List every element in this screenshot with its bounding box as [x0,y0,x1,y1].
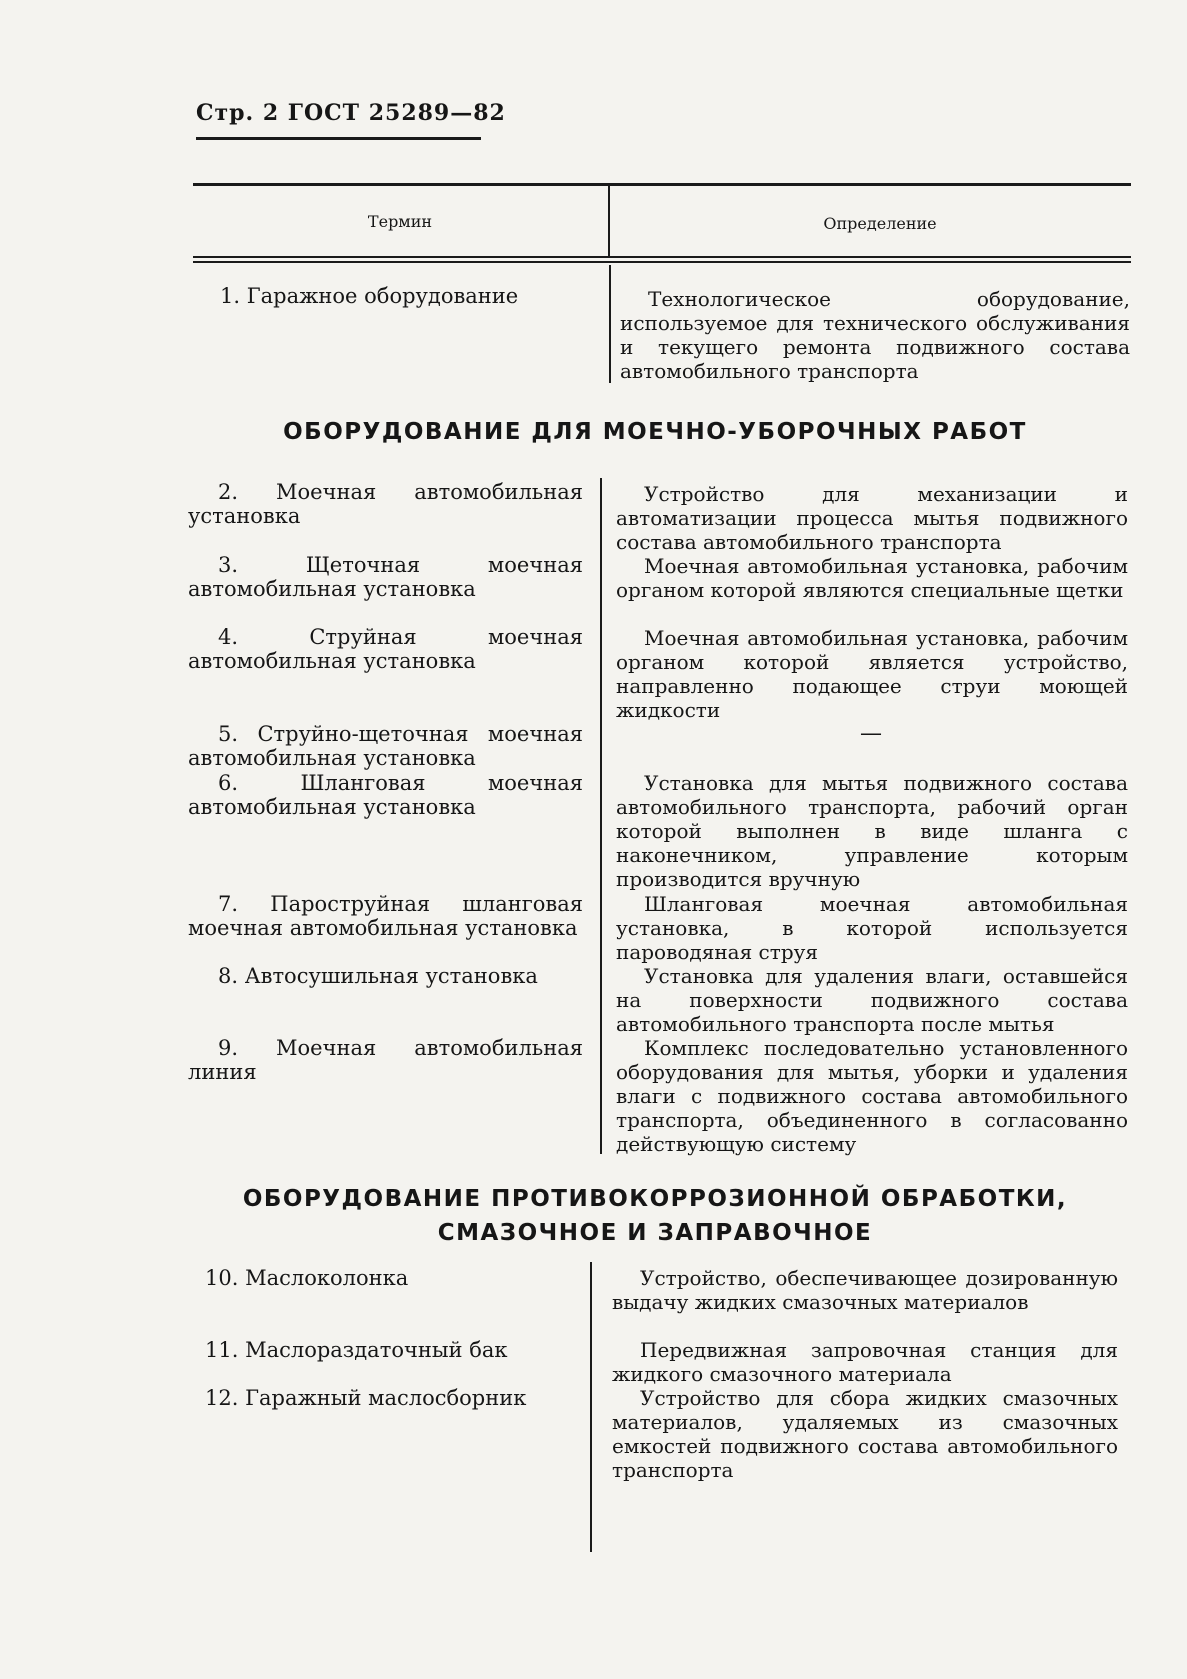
header-underline [196,137,481,140]
column-divider [590,1262,592,1552]
term-entry: 8. Автосушильная установка [218,964,538,988]
column-divider [600,478,602,1154]
definition-entry: Технологическое оборудование, используемое для технического обслуживания и текущего ремонта подвижного состава автомобильного транспорта [620,287,1130,383]
definition-entry: Устройство для механизации и автоматизации процесса мытья подвижного состава автомобильного транспорта [616,482,1128,554]
definition-entry: Устройство для сбора жидких смазочных материалов, удаляемых из смазочных емкостей подвижного состава автомобильного транспорта [612,1386,1118,1482]
definition-entry: Моечная автомобильная установка, рабочим органом которой является устройство, направленно подающее струи моющей жидкости [616,626,1128,722]
term-entry: 9. Моечная автомобильная линия [188,1036,583,1084]
term-entry: 5. Струйно-щеточная моечная автомобильная установка [188,722,583,770]
definition-entry: — [860,721,882,746]
term-entry: 4. Струйная моечная автомобильная установка [188,625,583,673]
section-title: ОБОРУДОВАНИЕ ДЛЯ МОЕЧНО-УБОРОЧНЫХ РАБОТ [283,419,1027,445]
definition-entry: Установка для удаления влаги, оставшейся на поверхности подвижного состава автомобильного транспорта после мытья [616,964,1128,1036]
term-entry: 11. Маслораздаточный бак [205,1338,508,1362]
definition-entry: Установка для мытья подвижного состава автомобильного транспорта, рабочий орган которой выполнен в виде шланга с наконечником, управление которым производится вручную [616,771,1128,891]
definition-entry: Устройство, обеспечивающее дозированную выдачу жидких смазочных материалов [612,1266,1118,1314]
term-entry: 7. Пароструйная шланговая моечная автомобильная установка [188,892,583,940]
term-entry: 3. Щеточная моечная автомобильная установка [188,553,583,601]
term-entry: 1. Гаражное оборудование [220,284,519,308]
definition-entry: Передвижная запровочная станция для жидкого смазочного материала [612,1338,1118,1386]
column-header-term: Термин [367,212,433,231]
page-header: Стр. 2 ГОСТ 25289—82 [196,100,506,126]
term-entry: 6. Шланговая моечная автомобильная установка [188,771,583,819]
column-header-definition: Определение [823,214,937,233]
table-header-rule [193,261,1131,263]
column-divider [609,265,611,383]
table-top-rule [193,183,1131,186]
term-entry: 10. Маслоколонка [205,1266,409,1290]
definition-entry: Шланговая моечная автомобильная установка, в которой используется пароводяная струя [616,892,1128,964]
term-entry: 2. Моечная автомобильная установка [188,480,583,528]
column-header-divider [608,186,610,256]
term-entry: 12. Гаражный маслосборник [205,1386,527,1410]
definition-entry: Комплекс последовательно установленного оборудования для мытья, уборки и удаления влаги с подвижного состава автомобильного транспорта, объединенного в согласованно действующую систему [616,1036,1128,1156]
definition-entry: Моечная автомобильная установка, рабочим органом которой являются специальные щетки [616,554,1128,602]
section-title: ОБОРУДОВАНИЕ ПРОТИВОКОРРОЗИОННОЙ ОБРАБОТКИ, СМАЗОЧНОЕ И ЗАПРАВОЧНОЕ [242,1186,1068,1246]
table-header-rule [193,256,1131,258]
